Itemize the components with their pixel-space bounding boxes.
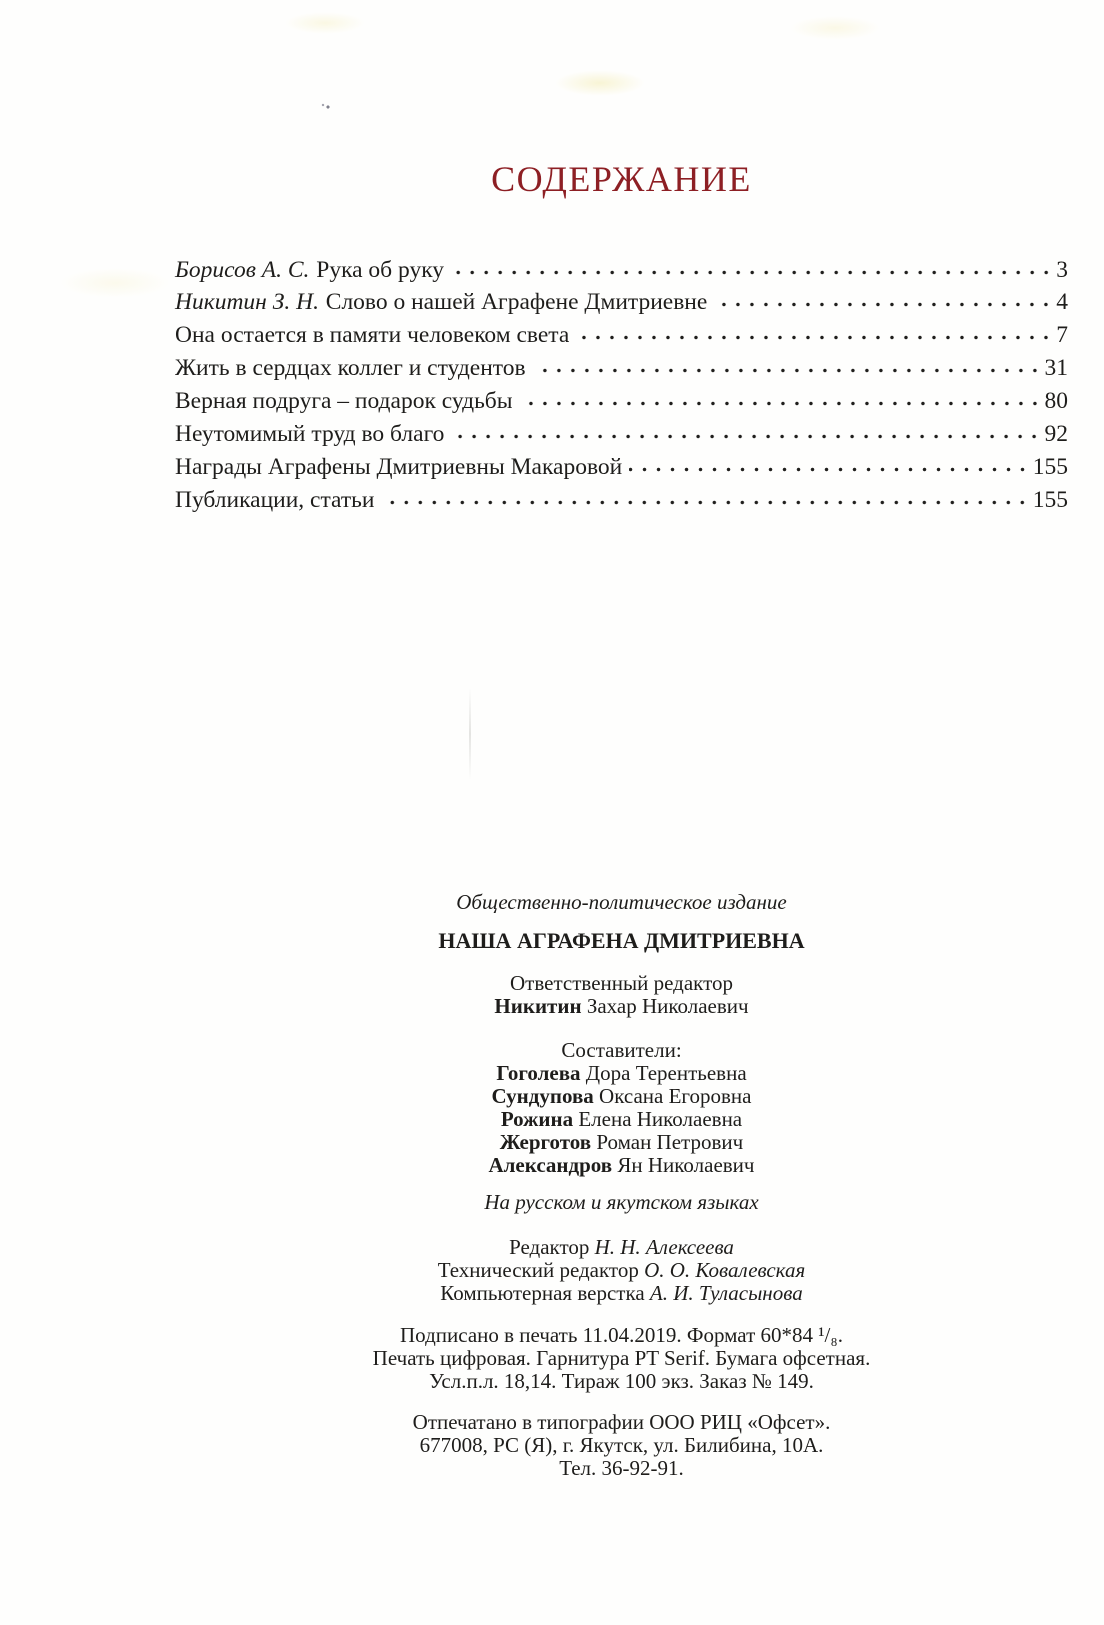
toc-entry-label bbox=[175, 419, 444, 450]
toc-entry-label bbox=[175, 255, 444, 286]
toc-entry-title: Она остается в памяти человеком света bbox=[175, 322, 570, 349]
scan-smudge bbox=[60, 268, 170, 298]
colophon bbox=[175, 891, 1068, 1480]
compilers-label: Составители: bbox=[561, 1038, 682, 1062]
staff-block bbox=[175, 1236, 1068, 1305]
compiler-surname: Гоголева bbox=[496, 1061, 581, 1085]
toc-entry-label bbox=[175, 287, 707, 318]
staff-line bbox=[175, 1259, 1068, 1282]
dot-leader bbox=[520, 385, 1042, 409]
toc-entry-title: Награды Аграфены Дмитриевны Макаровой bbox=[175, 453, 623, 480]
toc-entry-page-number: 7 bbox=[1056, 322, 1068, 349]
responsible-editor-label: Ответственный редактор bbox=[510, 971, 733, 995]
toc-entry-page-number: 3 bbox=[1056, 256, 1068, 283]
toc-heading: СОДЕРЖАНИЕ bbox=[491, 159, 752, 199]
staff-line bbox=[175, 1282, 1068, 1305]
compiler bbox=[175, 1085, 1068, 1108]
staff-role: Компьютерная верстка bbox=[440, 1281, 645, 1305]
compilers-list bbox=[175, 1062, 1068, 1177]
staff-name: Н. Н. Алексеева bbox=[594, 1235, 734, 1259]
dot-leader bbox=[533, 352, 1042, 376]
staff-name: А. И. Туласынова bbox=[649, 1281, 803, 1305]
responsible-editor-name bbox=[175, 995, 1068, 1018]
responsible-editor-rest: Захар Николаевич bbox=[586, 994, 749, 1018]
toc-entry bbox=[175, 253, 1068, 286]
dot-leader bbox=[451, 418, 1041, 442]
toc-entry-page-number: 155 bbox=[1032, 453, 1068, 480]
toc-entry-title: Рука об руку bbox=[316, 256, 445, 283]
toc-entry bbox=[175, 483, 1068, 516]
scan-smudge bbox=[790, 16, 880, 40]
table-of-contents bbox=[175, 253, 1068, 516]
toc-entry-author: Никитин З. Н. bbox=[175, 289, 319, 316]
compiler-rest: Дора Терентьевна bbox=[585, 1061, 747, 1085]
toc-entry-title: Верная подруга – подарок судьбы bbox=[175, 388, 513, 415]
toc-entry bbox=[175, 319, 1068, 352]
staff-line bbox=[175, 1236, 1068, 1259]
compiler-rest: Елена Николаевна bbox=[578, 1107, 743, 1131]
toc-entry-label bbox=[175, 452, 622, 483]
compiler-rest: Оксана Егоровна bbox=[599, 1084, 752, 1108]
toc-entry-page-number: 155 bbox=[1032, 486, 1068, 513]
scan-line-artifact bbox=[469, 688, 471, 780]
languages-note: На русском и якутском языках bbox=[484, 1190, 759, 1214]
printer-info-line: Отпечатано в типографии ООО РИЦ «Офсет». bbox=[412, 1410, 831, 1434]
print-info-line: Подписано в печать 11.04.2019. Формат 60*84 ¹/₈. bbox=[400, 1323, 843, 1347]
print-info-line: Усл.п.л. 18,14. Тираж 100 экз. Заказ № 149. bbox=[429, 1369, 814, 1393]
toc-entry bbox=[175, 286, 1068, 319]
compilers-block bbox=[175, 1039, 1068, 1177]
staff-role: Технический редактор bbox=[437, 1258, 639, 1282]
edition-type: Общественно-политическое издание bbox=[456, 890, 787, 914]
scan-speck bbox=[321, 103, 330, 109]
toc-entry-author: Борисов А. С. bbox=[175, 256, 310, 283]
printer-info-line: 677008, РС (Я), г. Якутск, ул. Билибина, 10А. bbox=[419, 1433, 824, 1457]
toc-entry-label bbox=[175, 485, 374, 516]
toc-entry bbox=[175, 450, 1068, 483]
dot-leader bbox=[714, 286, 1053, 310]
compiler-rest: Ян Николаевич bbox=[617, 1153, 755, 1177]
toc-entry bbox=[175, 418, 1068, 451]
print-info-block bbox=[175, 1324, 1068, 1393]
compiler bbox=[175, 1154, 1068, 1177]
toc-entry-label bbox=[175, 386, 513, 417]
toc-entry-label bbox=[175, 320, 569, 351]
dot-leader bbox=[576, 319, 1053, 343]
compiler-surname: Александров bbox=[488, 1153, 613, 1177]
compiler-surname: Рожина bbox=[500, 1107, 574, 1131]
compiler bbox=[175, 1131, 1068, 1154]
compiler-rest: Роман Петрович bbox=[596, 1130, 744, 1154]
book-title: НАША АГРАФЕНА ДМИТРИЕВНА bbox=[438, 928, 805, 953]
compiler-surname: Сундупова bbox=[491, 1084, 594, 1108]
toc-entry-label bbox=[175, 353, 526, 384]
toc-entry-page-number: 92 bbox=[1044, 421, 1068, 448]
staff-name: О. О. Ковалевская bbox=[644, 1258, 806, 1282]
toc-entry-title: Жить в сердцах коллег и студентов bbox=[175, 355, 526, 382]
compiler bbox=[175, 1108, 1068, 1131]
compiler bbox=[175, 1062, 1068, 1085]
responsible-editor-surname: Никитин bbox=[494, 994, 582, 1018]
toc-entry-title: Публикации, статьи bbox=[175, 486, 375, 513]
scan-smudge bbox=[555, 70, 645, 96]
compiler-surname: Жерготов bbox=[499, 1130, 592, 1154]
toc-entry bbox=[175, 385, 1068, 418]
printer-info-line: Тел. 36-92-91. bbox=[559, 1456, 684, 1480]
printer-info-block bbox=[175, 1411, 1068, 1480]
dot-leader bbox=[451, 253, 1053, 277]
toc-entry-title: Слово о нашей Аграфене Дмитриевне bbox=[325, 289, 708, 316]
dot-leader bbox=[381, 483, 1029, 507]
toc-entry-page-number: 31 bbox=[1044, 355, 1068, 382]
responsible-editor-block bbox=[175, 972, 1068, 1018]
toc-entry-title: Неутомимый труд во благо bbox=[175, 421, 445, 448]
dot-leader bbox=[629, 450, 1030, 474]
staff-role: Редактор bbox=[509, 1235, 590, 1259]
toc-entry-page-number: 4 bbox=[1056, 289, 1068, 316]
scan-smudge bbox=[285, 12, 365, 34]
print-info-line: Печать цифровая. Гарнитура PT Serif. Бумага офсетная. bbox=[372, 1346, 871, 1370]
toc-entry bbox=[175, 352, 1068, 385]
toc-entry-page-number: 80 bbox=[1044, 388, 1068, 415]
